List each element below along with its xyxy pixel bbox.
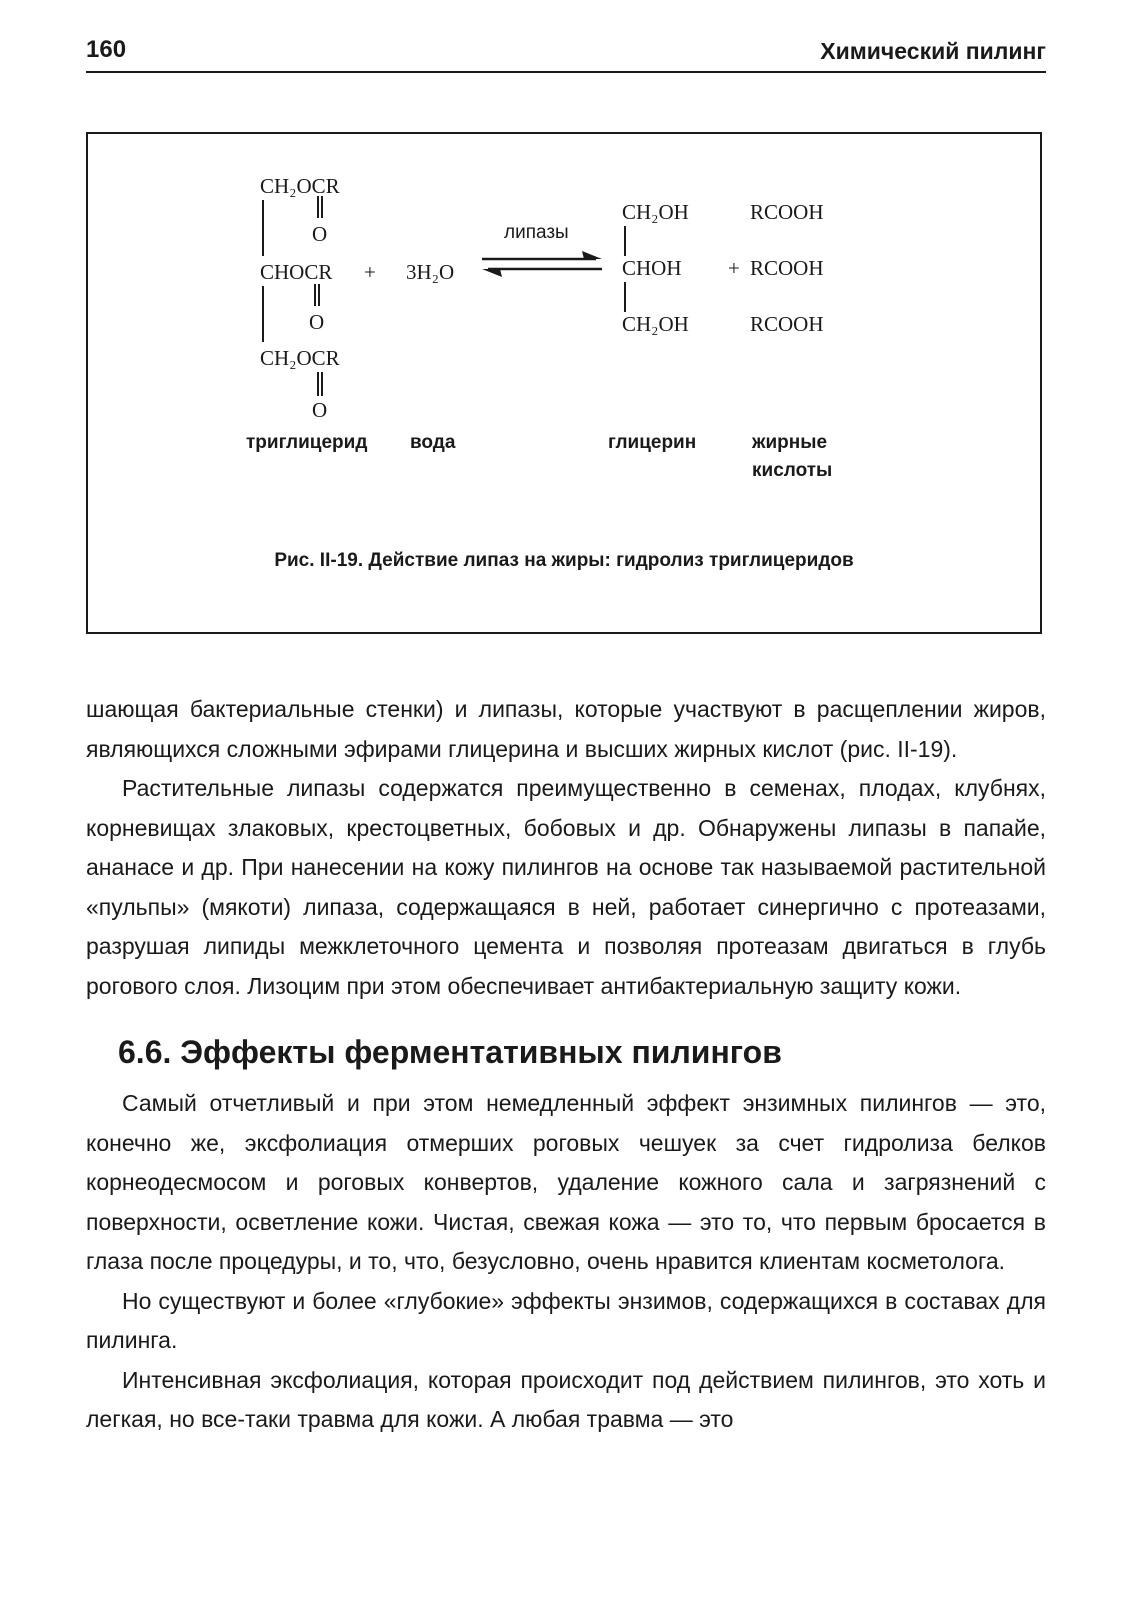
- triglyceride-bond-1: [262, 200, 264, 256]
- triglyceride-row-1: CH₂OCR: [260, 174, 340, 198]
- glycerol-bond-2: [624, 282, 626, 312]
- plus-sign-1: +: [364, 260, 376, 284]
- label-triglyceride: триглицерид: [246, 432, 368, 453]
- label-water: вода: [410, 432, 456, 453]
- body-text: [86, 690, 1046, 1440]
- figure-caption-label: Рис. II-19.: [274, 550, 364, 571]
- section-heading: 6.6. Эффекты ферментативных пилингов: [118, 1034, 782, 1070]
- paragraph: шающая бактериальные стенки) и липазы, которые участвуют в расщеплении жиров, являющихся сложными эфирами глицерина и высших жирных кислот (рис. II-19).: [86, 696, 1046, 762]
- paragraph: Интенсивная эксфолиация, которая происходит под действием пилингов, это хоть и легкая, но все-таки травма для кожи. А любая травма — это: [86, 1366, 1046, 1432]
- header-rule: [86, 71, 1046, 73]
- figure-caption: [88, 550, 1040, 572]
- carbonyl-double-bond-3: [317, 372, 323, 396]
- paragraph: Но существуют и более «глубокие» эффекты энзимов, содержащихся в составах для пилинга.: [86, 1287, 1046, 1353]
- glycerol-bond-1: [624, 226, 626, 256]
- page-number: 160: [86, 36, 127, 63]
- running-header: [86, 30, 1046, 70]
- triglyceride-row-2: CHOCR: [260, 260, 333, 284]
- water-formula: 3H₂O: [406, 260, 455, 284]
- fatty-acid-row-1: RCOOH: [750, 200, 824, 224]
- carbonyl-oxygen-2: O: [309, 310, 325, 334]
- triglyceride-row-3: CH₂OCR: [260, 346, 340, 370]
- glycerol-row-2: CHOH: [622, 256, 682, 280]
- carbonyl-oxygen-1: O: [312, 222, 328, 246]
- fatty-acid-row-3: RCOOH: [750, 312, 824, 336]
- plus-sign-2: +: [728, 256, 740, 280]
- label-glycerol: глицерин: [608, 432, 697, 453]
- running-title: Химический пилинг: [820, 38, 1046, 64]
- fatty-acid-row-2: RCOOH: [750, 256, 824, 280]
- paragraph: Растительные липазы содержатся преимущественно в семенах, плодах, клубнях, корневищах злаковых, крестоцветных, бобовых и др. Обнаружены липазы в папайе, ананасе и др. При нанесении на кожу пилингов на основе так называемой растительной «пульпы» (мякоти) липаза, содержащаяся в ней, работает синергично с протеазами, разрушая липиды межклеточного цемента и позволяя протеазам двигаться в глубь рогового слоя. Лизоцим при этом обеспечивает антибактериальную защиту кожи.: [86, 775, 1046, 999]
- triglyceride-bond-2: [262, 286, 264, 342]
- glycerol-row-3: CH₂OH: [622, 312, 689, 336]
- figure-frame: [86, 132, 1042, 634]
- carbonyl-double-bond-2: [314, 284, 320, 306]
- equilibrium-arrows-icon: [478, 250, 606, 278]
- label-fatty-acids-line-2: кислоты: [752, 460, 833, 481]
- carbonyl-double-bond-1: [317, 196, 323, 218]
- figure-caption-text: Действие липаз на жиры: гидролиз триглицеридов: [368, 550, 854, 571]
- label-fatty-acids-line-1: жирные: [752, 432, 828, 453]
- glycerol-row-1: CH₂OH: [622, 200, 689, 224]
- enzyme-label: липазы: [504, 222, 569, 243]
- carbonyl-oxygen-3: O: [312, 398, 328, 422]
- paragraph: Самый отчетливый и при этом немедленный эффект энзимных пилингов — это, конечно же, эксфолиация отмерших роговых чешуек за счет гидролиза белков корнеодесмосом и роговых конвертов, удаление кожного сала и загрязнений с поверхности, осветление кожи. Чистая, свежая кожа — это то, что первым бросается в глаза после процедуры, и то, что, безусловно, очень нравится клиентам косметолога.: [86, 1090, 1046, 1274]
